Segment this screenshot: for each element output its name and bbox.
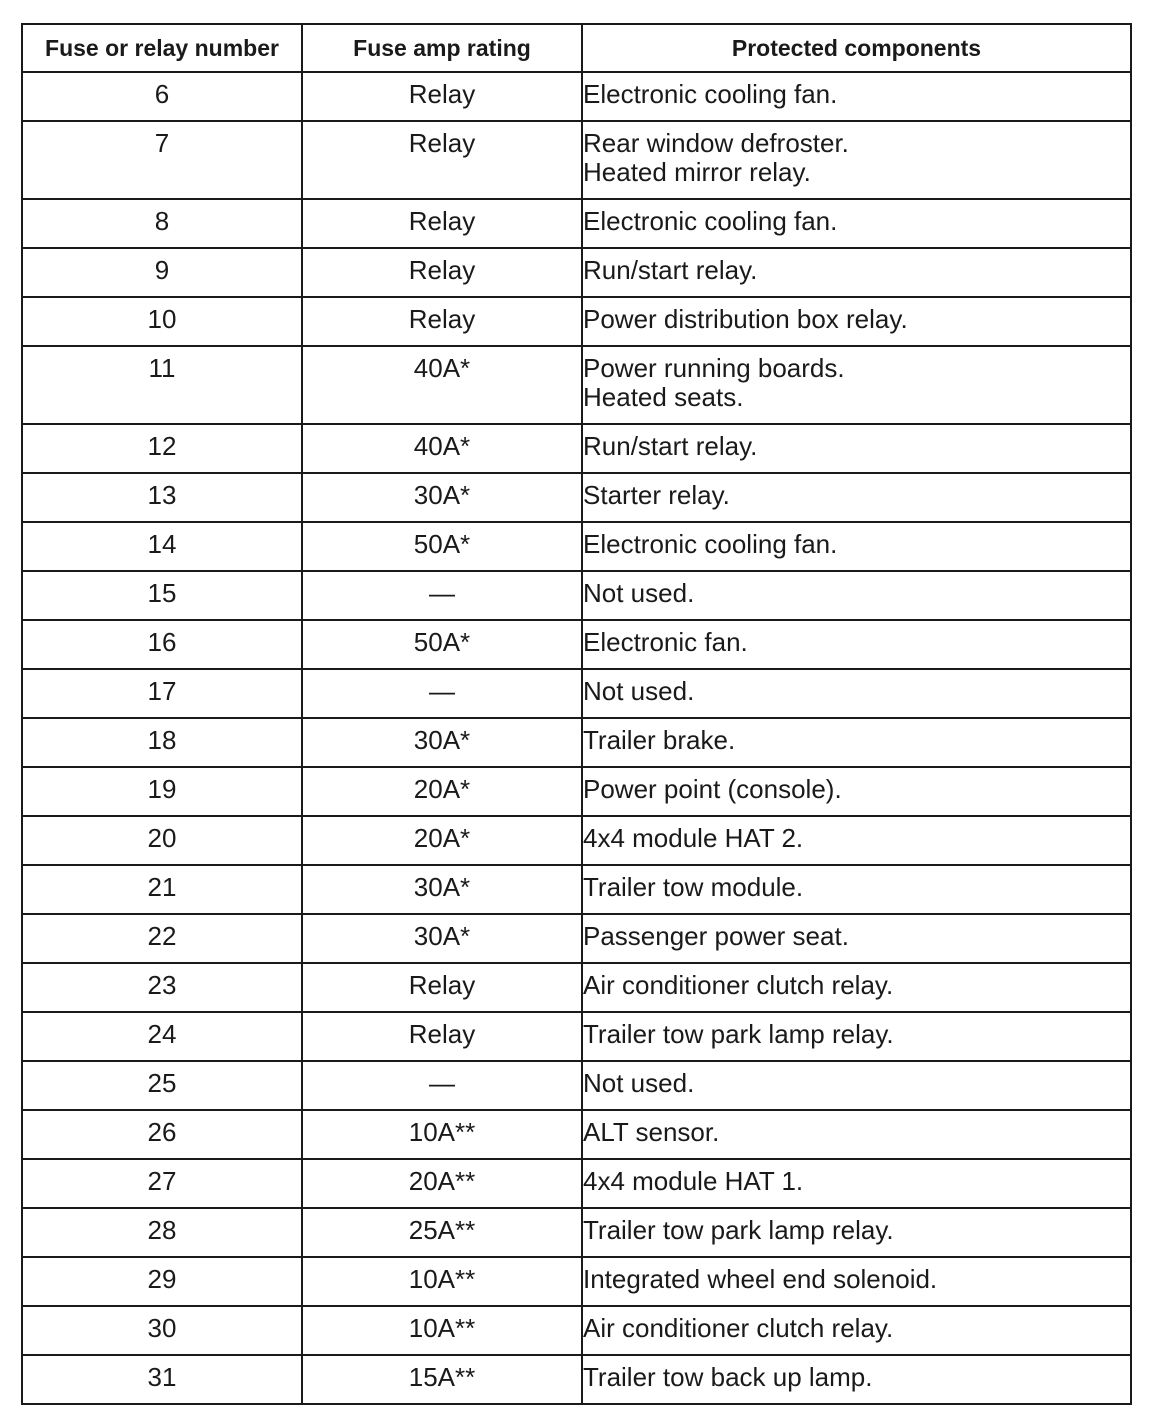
table-row [22,297,1131,346]
amp-rating-cell: 15A** [302,1355,582,1404]
table-row [22,1159,1131,1208]
table-row [22,1306,1131,1355]
protected-components-cell [582,1012,1131,1061]
table-row [22,816,1131,865]
table-row [22,1110,1131,1159]
fuse-number-cell: 11 [22,346,302,424]
fuse-number-cell: 24 [22,1012,302,1061]
protected-components-cell [582,1257,1131,1306]
amp-rating-cell: 30A* [302,718,582,767]
component-line: Not used. [583,578,695,608]
protected-components-cell [582,1355,1131,1404]
component-line: Air conditioner clutch relay. [583,1313,894,1343]
protected-components-cell [582,865,1131,914]
amp-rating-cell: 10A** [302,1257,582,1306]
protected-components-cell [582,620,1131,669]
amp-rating-cell: Relay [302,121,582,199]
fuse-number-cell: 30 [22,1306,302,1355]
table-row [22,121,1131,199]
fuse-number-cell: 25 [22,1061,302,1110]
fuse-number-cell: 22 [22,914,302,963]
fuse-table [21,23,1132,1405]
component-line: Power distribution box relay. [583,304,908,334]
amp-rating-cell: 30A* [302,914,582,963]
protected-components-cell [582,571,1131,620]
component-line: Air conditioner clutch relay. [583,970,894,1000]
component-line: ALT sensor. [583,1117,720,1147]
table-row [22,199,1131,248]
component-line: Run/start relay. [583,255,758,285]
fuse-number-cell: 17 [22,669,302,718]
fuse-number-cell: 21 [22,865,302,914]
fuse-number-cell: 27 [22,1159,302,1208]
amp-rating-cell: Relay [302,963,582,1012]
component-line: 4x4 module HAT 1. [583,1166,804,1196]
component-line: Not used. [583,1068,695,1098]
component-line: Not used. [583,676,695,706]
fuse-number-cell: 10 [22,297,302,346]
amp-rating-cell: Relay [302,72,582,121]
component-line: Trailer brake. [583,725,736,755]
fuse-number-cell: 19 [22,767,302,816]
protected-components-cell [582,199,1131,248]
table-row [22,865,1131,914]
amp-rating-cell: Relay [302,199,582,248]
protected-components-cell [582,1110,1131,1159]
table-row [22,473,1131,522]
amp-rating-cell: 30A* [302,865,582,914]
table-row [22,571,1131,620]
table-row [22,248,1131,297]
table-row [22,963,1131,1012]
fuse-number-cell: 29 [22,1257,302,1306]
protected-components-cell [582,473,1131,522]
table-row [22,1061,1131,1110]
amp-rating-cell: 30A* [302,473,582,522]
component-line: Rear window defroster. [583,128,849,158]
component-line: Power running boards. [583,353,845,383]
fuse-number-cell: 23 [22,963,302,1012]
protected-components-cell [582,346,1131,424]
protected-components-cell [582,914,1131,963]
table-row [22,1208,1131,1257]
amp-rating-cell: 50A* [302,620,582,669]
amp-rating-cell: — [302,669,582,718]
component-line: Trailer tow back up lamp. [583,1362,873,1392]
table-body [22,72,1131,1404]
protected-components-cell [582,248,1131,297]
table-row [22,1355,1131,1404]
component-line: Electronic cooling fan. [583,79,838,109]
protected-components-cell [582,424,1131,473]
column-header-number: Fuse or relay number [22,24,302,72]
fuse-number-cell: 18 [22,718,302,767]
component-line: Integrated wheel end solenoid. [583,1264,938,1294]
table-row [22,1257,1131,1306]
protected-components-cell [582,1208,1131,1257]
protected-components-cell [582,522,1131,571]
amp-rating-cell: — [302,1061,582,1110]
protected-components-cell [582,1306,1131,1355]
protected-components-cell [582,1159,1131,1208]
component-line: Passenger power seat. [583,921,849,951]
protected-components-cell [582,121,1131,199]
protected-components-cell [582,1061,1131,1110]
amp-rating-cell: 40A* [302,424,582,473]
protected-components-cell [582,669,1131,718]
protected-components-cell [582,718,1131,767]
fuse-number-cell: 15 [22,571,302,620]
fuse-number-cell: 7 [22,121,302,199]
table-row [22,346,1131,424]
fuse-number-cell: 16 [22,620,302,669]
amp-rating-cell: — [302,571,582,620]
table-row [22,620,1131,669]
protected-components-cell [582,72,1131,121]
component-line: Electronic cooling fan. [583,529,838,559]
fuse-number-cell: 26 [22,1110,302,1159]
column-header-rating: Fuse amp rating [302,24,582,72]
table-row [22,669,1131,718]
amp-rating-cell: 10A** [302,1110,582,1159]
table-row [22,718,1131,767]
amp-rating-cell: 50A* [302,522,582,571]
fuse-number-cell: 28 [22,1208,302,1257]
amp-rating-cell: 20A** [302,1159,582,1208]
component-line: Heated seats. [583,382,744,412]
fuse-number-cell: 14 [22,522,302,571]
fuse-number-cell: 9 [22,248,302,297]
table-row [22,424,1131,473]
table-row [22,1012,1131,1061]
protected-components-cell [582,297,1131,346]
protected-components-cell [582,963,1131,1012]
table-row [22,72,1131,121]
table-row [22,914,1131,963]
fuse-number-cell: 13 [22,473,302,522]
fuse-number-cell: 20 [22,816,302,865]
amp-rating-cell: 20A* [302,816,582,865]
amp-rating-cell: 20A* [302,767,582,816]
component-line: Power point (console). [583,774,842,804]
component-line: Starter relay. [583,480,730,510]
component-line: Electronic cooling fan. [583,206,838,236]
amp-rating-cell: 40A* [302,346,582,424]
table-row [22,522,1131,571]
amp-rating-cell: Relay [302,297,582,346]
fuse-number-cell: 12 [22,424,302,473]
component-line: Trailer tow park lamp relay. [583,1019,894,1049]
amp-rating-cell: 25A** [302,1208,582,1257]
component-line: Heated mirror relay. [583,157,811,187]
amp-rating-cell: 10A** [302,1306,582,1355]
column-header-components: Protected components [582,24,1131,72]
component-line: Trailer tow park lamp relay. [583,1215,894,1245]
fuse-number-cell: 8 [22,199,302,248]
protected-components-cell [582,767,1131,816]
amp-rating-cell: Relay [302,1012,582,1061]
fuse-number-cell: 6 [22,72,302,121]
component-line: 4x4 module HAT 2. [583,823,804,853]
fuse-number-cell: 31 [22,1355,302,1404]
table-header-row [22,24,1131,72]
table-row [22,767,1131,816]
protected-components-cell [582,816,1131,865]
component-line: Run/start relay. [583,431,758,461]
amp-rating-cell: Relay [302,248,582,297]
component-line: Trailer tow module. [583,872,804,902]
component-line: Electronic fan. [583,627,748,657]
